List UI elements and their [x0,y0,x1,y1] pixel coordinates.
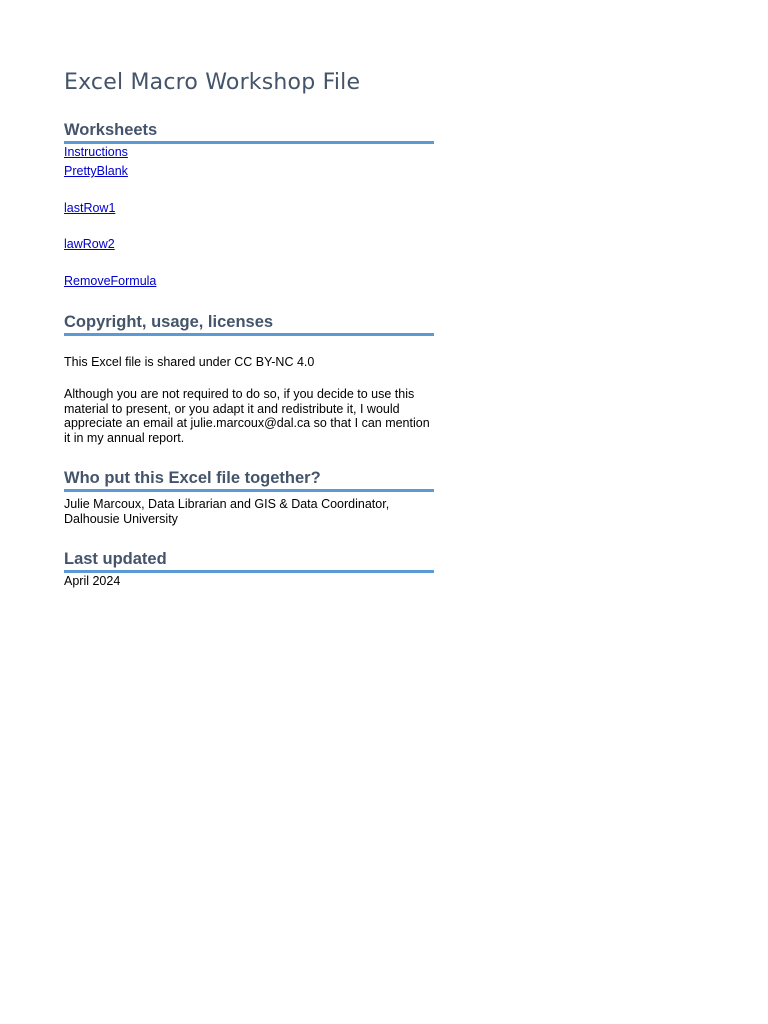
link-removeformula[interactable]: RemoveFormula [64,274,157,288]
worksheets-heading: Worksheets [64,120,434,144]
link-lawrow2[interactable]: lawRow2 [64,237,115,251]
updated-heading: Last updated [64,549,434,573]
page-title: Excel Macro Workshop File [64,70,361,95]
author-heading: Who put this Excel file together? [64,468,434,492]
link-instructions[interactable]: Instructions [64,145,128,159]
author-text: Julie Marcoux, Data Librarian and GIS & Data Coordinator, Dalhousie University [64,497,390,526]
updated-text: April 2024 [64,574,121,588]
license-text: This Excel file is shared under CC BY-NC 4.0 [64,355,315,369]
link-lastrow1[interactable]: lastRow1 [64,201,116,215]
link-prettyblank[interactable]: PrettyBlank [64,164,128,178]
copyright-heading: Copyright, usage, licenses [64,312,434,336]
usage-request-text: Although you are not required to do so, if you decide to use this material to present, or you adapt it and redistribute it, I would appreciate an email at julie.marcoux@dal.ca so that I can mention it in my annual report. [64,387,430,445]
